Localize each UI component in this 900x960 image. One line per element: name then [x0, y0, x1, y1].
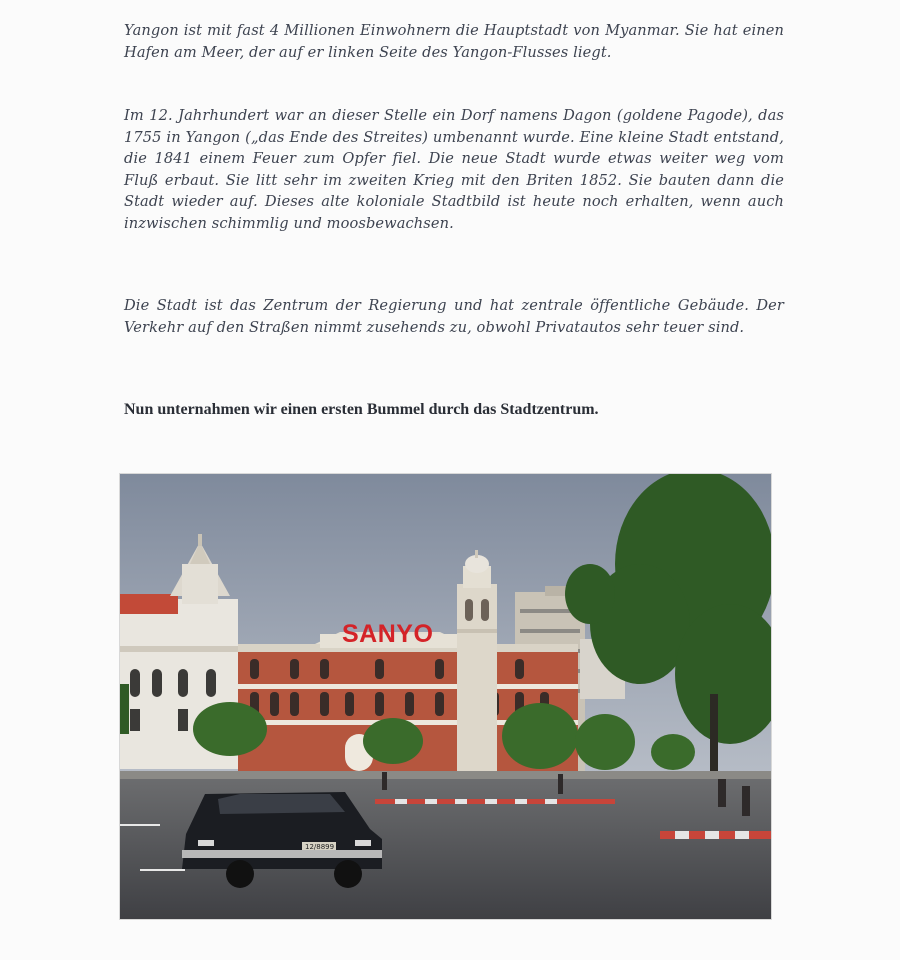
sanyo-sign: SANYO	[342, 620, 434, 648]
paragraph-government: Die Stadt ist das Zentrum der Regierung und hat zentrale öffentliche Gebäude. Der Verkehr auf den Straßen nimmt zusehends zu, obwohl Privatautos sehr teuer sind.	[124, 297, 784, 336]
intro-line: Nun unternahmen wir einen ersten Bummel durch das Stadtzentrum.	[124, 401, 599, 418]
city-center-photo	[120, 474, 771, 919]
paragraph-population: Yangon ist mit fast 4 Millionen Einwohnern die Hauptstadt von Myanmar. Sie hat einen Hafen am Meer, der auf er linken Seite des Yangon-Flusses liegt.	[124, 22, 784, 61]
license-plate: 12/8899	[305, 843, 335, 851]
paragraph-history: Im 12. Jahrhundert war an dieser Stelle ein Dorf namens Dagon (goldene Pagode), das 1755 in Yangon („das Ende des Streites) umbenannt wurde. Eine kleine Stadt entstand, die 1841 einem Feuer zum Opfer fiel. Die neue Stadt wurde etwas weiter weg vom Fluß erbaut. Sie litt sehr im zweiten Krieg mit den Briten 1852. Sie bauten dann die Stadt wieder auf. Dieses alte koloniale Stadtbild ist heute noch erhalten, wenn auch inzwischen schimmlig und moosbewachsen.	[124, 107, 784, 232]
clock-tower	[457, 550, 497, 771]
